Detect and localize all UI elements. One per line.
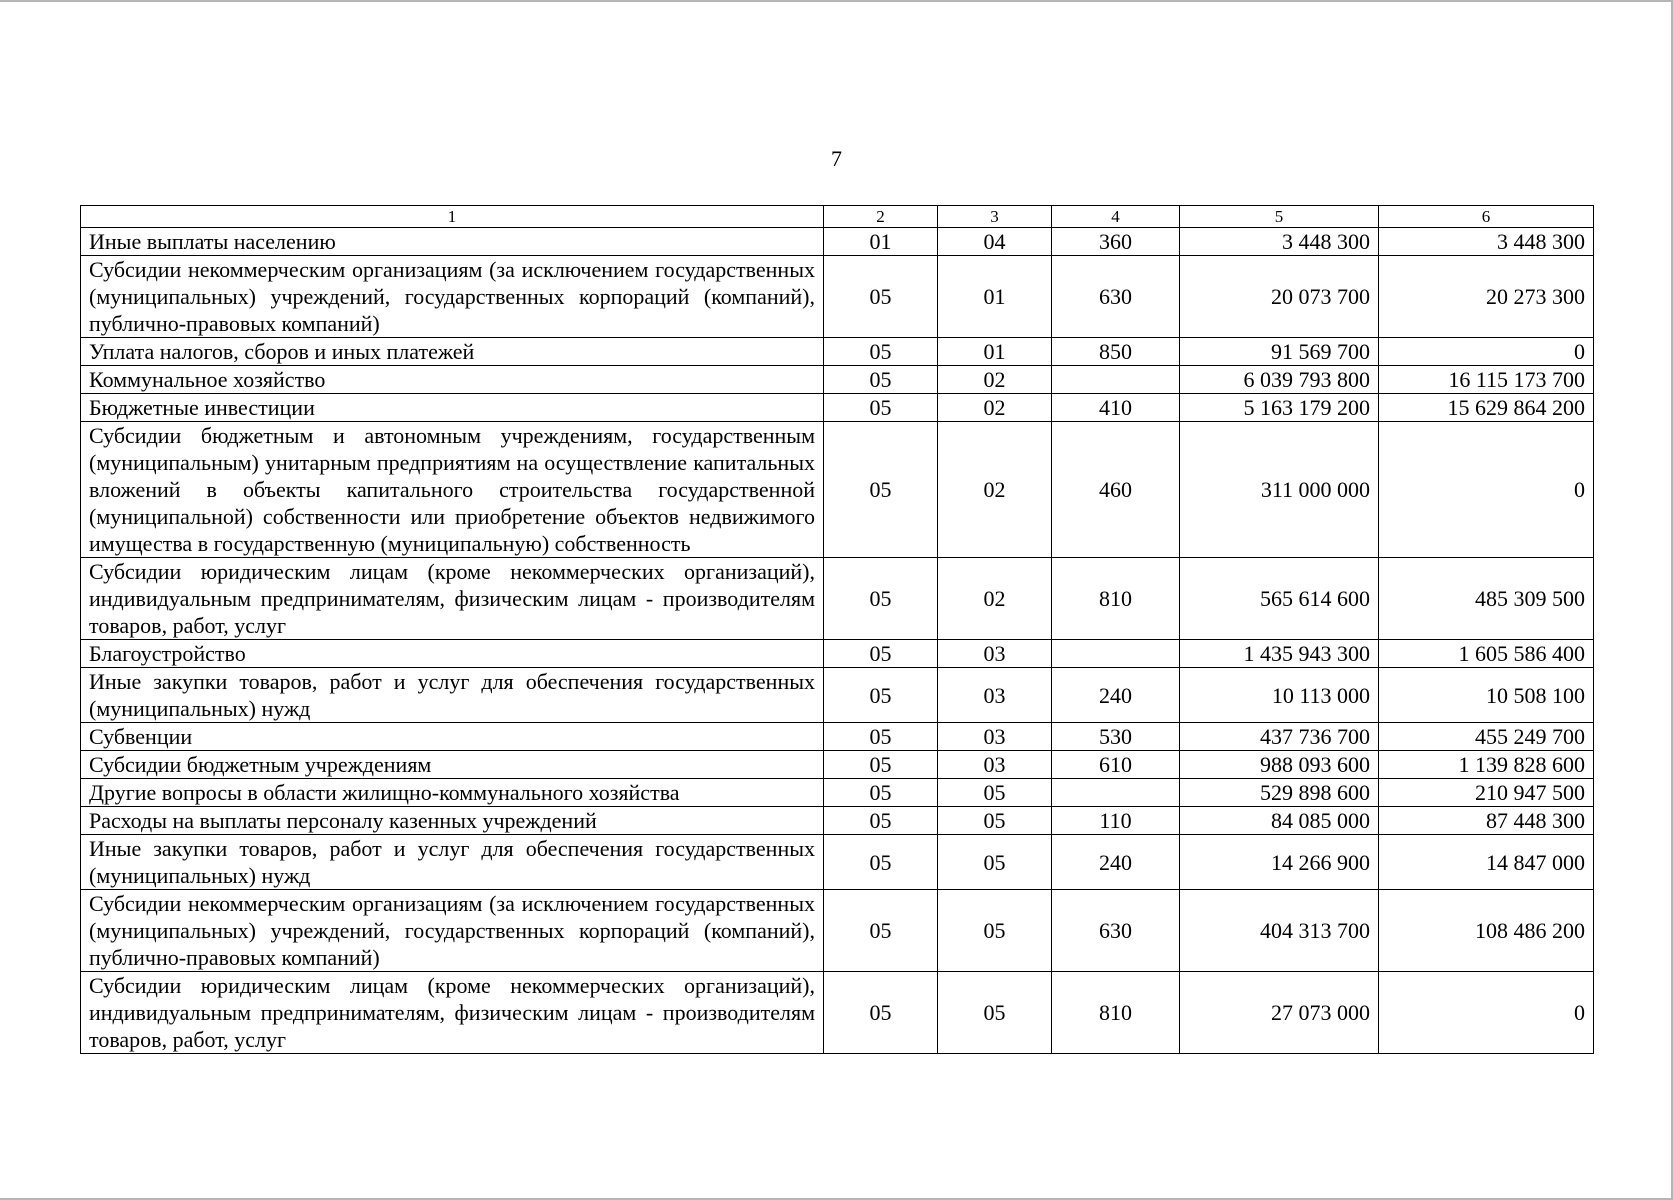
row-amount-6: 455 249 700 — [1379, 723, 1594, 751]
row-code-3: 03 — [938, 640, 1052, 668]
row-amount-5: 529 898 600 — [1180, 779, 1379, 807]
row-code-3: 05 — [938, 890, 1052, 972]
row-code-2: 05 — [824, 640, 938, 668]
row-code-4: 530 — [1052, 723, 1180, 751]
row-amount-6: 1 139 828 600 — [1379, 751, 1594, 779]
row-code-3: 03 — [938, 723, 1052, 751]
row-amount-5: 988 093 600 — [1180, 751, 1379, 779]
table-row — [81, 668, 1594, 723]
row-amount-6: 20 273 300 — [1379, 256, 1594, 338]
row-code-4 — [1052, 779, 1180, 807]
row-code-2: 05 — [824, 972, 938, 1054]
row-code-4: 410 — [1052, 394, 1180, 422]
row-code-3: 01 — [938, 338, 1052, 366]
row-amount-6: 10 508 100 — [1379, 668, 1594, 723]
row-code-2: 05 — [824, 422, 938, 558]
row-code-4: 810 — [1052, 558, 1180, 640]
row-amount-5: 27 073 000 — [1180, 972, 1379, 1054]
table-row — [81, 228, 1594, 256]
header-col-3: 3 — [938, 206, 1052, 228]
table-row — [81, 890, 1594, 972]
table-row — [81, 338, 1594, 366]
row-amount-6: 485 309 500 — [1379, 558, 1594, 640]
row-amount-5: 14 266 900 — [1180, 835, 1379, 890]
header-col-6: 6 — [1379, 206, 1594, 228]
row-description: Благоустройство — [81, 640, 824, 668]
row-amount-6: 87 448 300 — [1379, 807, 1594, 835]
row-description: Другие вопросы в области жилищно-коммунального хозяйства — [81, 779, 824, 807]
row-amount-6: 14 847 000 — [1379, 835, 1594, 890]
table-row — [81, 256, 1594, 338]
row-amount-6: 1 605 586 400 — [1379, 640, 1594, 668]
table-row — [81, 972, 1594, 1054]
table-row — [81, 835, 1594, 890]
table-row — [81, 422, 1594, 558]
row-code-3: 05 — [938, 972, 1052, 1054]
row-description: Субсидии юридическим лицам (кроме некоммерческих организаций), индивидуальным предпринимателям, физическим лицам - производителям товаров, работ, услуг — [81, 972, 824, 1054]
row-code-4 — [1052, 366, 1180, 394]
row-description: Иные закупки товаров, работ и услуг для обеспечения государственных (муниципальных) нужд — [81, 835, 824, 890]
page-number: 7 — [831, 146, 842, 171]
row-description: Субсидии юридическим лицам (кроме некоммерческих организаций), индивидуальным предпринимателям, физическим лицам - производителям товаров, работ, услуг — [81, 558, 824, 640]
table-row — [81, 394, 1594, 422]
row-description: Уплата налогов, сборов и иных платежей — [81, 338, 824, 366]
row-amount-6: 15 629 864 200 — [1379, 394, 1594, 422]
row-description: Расходы на выплаты персоналу казенных учреждений — [81, 807, 824, 835]
scan-edge-top — [0, 0, 1673, 2]
row-code-2: 05 — [824, 256, 938, 338]
row-code-3: 05 — [938, 779, 1052, 807]
row-code-4: 630 — [1052, 890, 1180, 972]
row-code-2: 05 — [824, 779, 938, 807]
row-amount-5: 20 073 700 — [1180, 256, 1379, 338]
row-code-3: 03 — [938, 668, 1052, 723]
row-description: Субсидии бюджетным и автономным учреждениям, государственным (муниципальным) унитарным предприятиям на осуществление капитальных вложений в объекты капитального строительства государственной (муниципальной) собственности или приобретение объектов недвижимого имущества в государственную (муниципальную) собственность — [81, 422, 824, 558]
row-code-3: 05 — [938, 807, 1052, 835]
row-amount-5: 311 000 000 — [1180, 422, 1379, 558]
row-code-2: 05 — [824, 723, 938, 751]
table-row — [81, 366, 1594, 394]
row-description: Субвенции — [81, 723, 824, 751]
row-code-2: 05 — [824, 751, 938, 779]
row-code-3: 02 — [938, 394, 1052, 422]
row-amount-6: 0 — [1379, 422, 1594, 558]
row-amount-6: 210 947 500 — [1379, 779, 1594, 807]
row-code-3: 02 — [938, 422, 1052, 558]
row-amount-5: 84 085 000 — [1180, 807, 1379, 835]
row-code-4: 110 — [1052, 807, 1180, 835]
row-code-3: 02 — [938, 558, 1052, 640]
row-code-4: 810 — [1052, 972, 1180, 1054]
row-code-4: 850 — [1052, 338, 1180, 366]
row-description: Субсидии некоммерческим организациям (за исключением государственных (муниципальных) учреждений, государственных корпораций (компаний), публично-правовых компаний) — [81, 256, 824, 338]
row-description: Бюджетные инвестиции — [81, 394, 824, 422]
row-code-4: 240 — [1052, 668, 1180, 723]
row-amount-5: 10 113 000 — [1180, 668, 1379, 723]
row-code-2: 05 — [824, 338, 938, 366]
table-row — [81, 807, 1594, 835]
table-row — [81, 779, 1594, 807]
row-code-2: 05 — [824, 394, 938, 422]
row-code-2: 05 — [824, 366, 938, 394]
row-description: Иные выплаты населению — [81, 228, 824, 256]
row-amount-5: 3 448 300 — [1180, 228, 1379, 256]
header-col-4: 4 — [1052, 206, 1180, 228]
row-code-4: 460 — [1052, 422, 1180, 558]
row-code-3: 04 — [938, 228, 1052, 256]
row-amount-5: 404 313 700 — [1180, 890, 1379, 972]
row-code-4 — [1052, 640, 1180, 668]
header-col-5: 5 — [1180, 206, 1379, 228]
table-row — [81, 558, 1594, 640]
row-code-4: 360 — [1052, 228, 1180, 256]
row-description: Иные закупки товаров, работ и услуг для обеспечения государственных (муниципальных) нужд — [81, 668, 824, 723]
table-row — [81, 723, 1594, 751]
row-code-4: 240 — [1052, 835, 1180, 890]
row-amount-6: 0 — [1379, 972, 1594, 1054]
row-code-3: 05 — [938, 835, 1052, 890]
row-description: Субсидии некоммерческим организациям (за исключением государственных (муниципальных) учреждений, государственных корпораций (компаний), публично-правовых компаний) — [81, 890, 824, 972]
row-code-4: 630 — [1052, 256, 1180, 338]
row-code-2: 05 — [824, 558, 938, 640]
row-code-2: 05 — [824, 890, 938, 972]
row-code-3: 03 — [938, 751, 1052, 779]
header-col-1: 1 — [81, 206, 824, 228]
table-header-row — [81, 206, 1594, 228]
row-code-2: 01 — [824, 228, 938, 256]
table-row — [81, 751, 1594, 779]
row-code-4: 610 — [1052, 751, 1180, 779]
row-description: Коммунальное хозяйство — [81, 366, 824, 394]
row-amount-6: 16 115 173 700 — [1379, 366, 1594, 394]
row-amount-6: 108 486 200 — [1379, 890, 1594, 972]
row-amount-6: 3 448 300 — [1379, 228, 1594, 256]
row-code-2: 05 — [824, 835, 938, 890]
row-description: Субсидии бюджетным учреждениям — [81, 751, 824, 779]
row-amount-5: 5 163 179 200 — [1180, 394, 1379, 422]
row-amount-6: 0 — [1379, 338, 1594, 366]
header-col-2: 2 — [824, 206, 938, 228]
row-amount-5: 1 435 943 300 — [1180, 640, 1379, 668]
row-code-3: 02 — [938, 366, 1052, 394]
row-amount-5: 437 736 700 — [1180, 723, 1379, 751]
table-row — [81, 640, 1594, 668]
row-code-2: 05 — [824, 668, 938, 723]
row-amount-5: 565 614 600 — [1180, 558, 1379, 640]
row-amount-5: 91 569 700 — [1180, 338, 1379, 366]
budget-table — [80, 205, 1594, 1054]
row-code-3: 01 — [938, 256, 1052, 338]
row-code-2: 05 — [824, 807, 938, 835]
row-amount-5: 6 039 793 800 — [1180, 366, 1379, 394]
